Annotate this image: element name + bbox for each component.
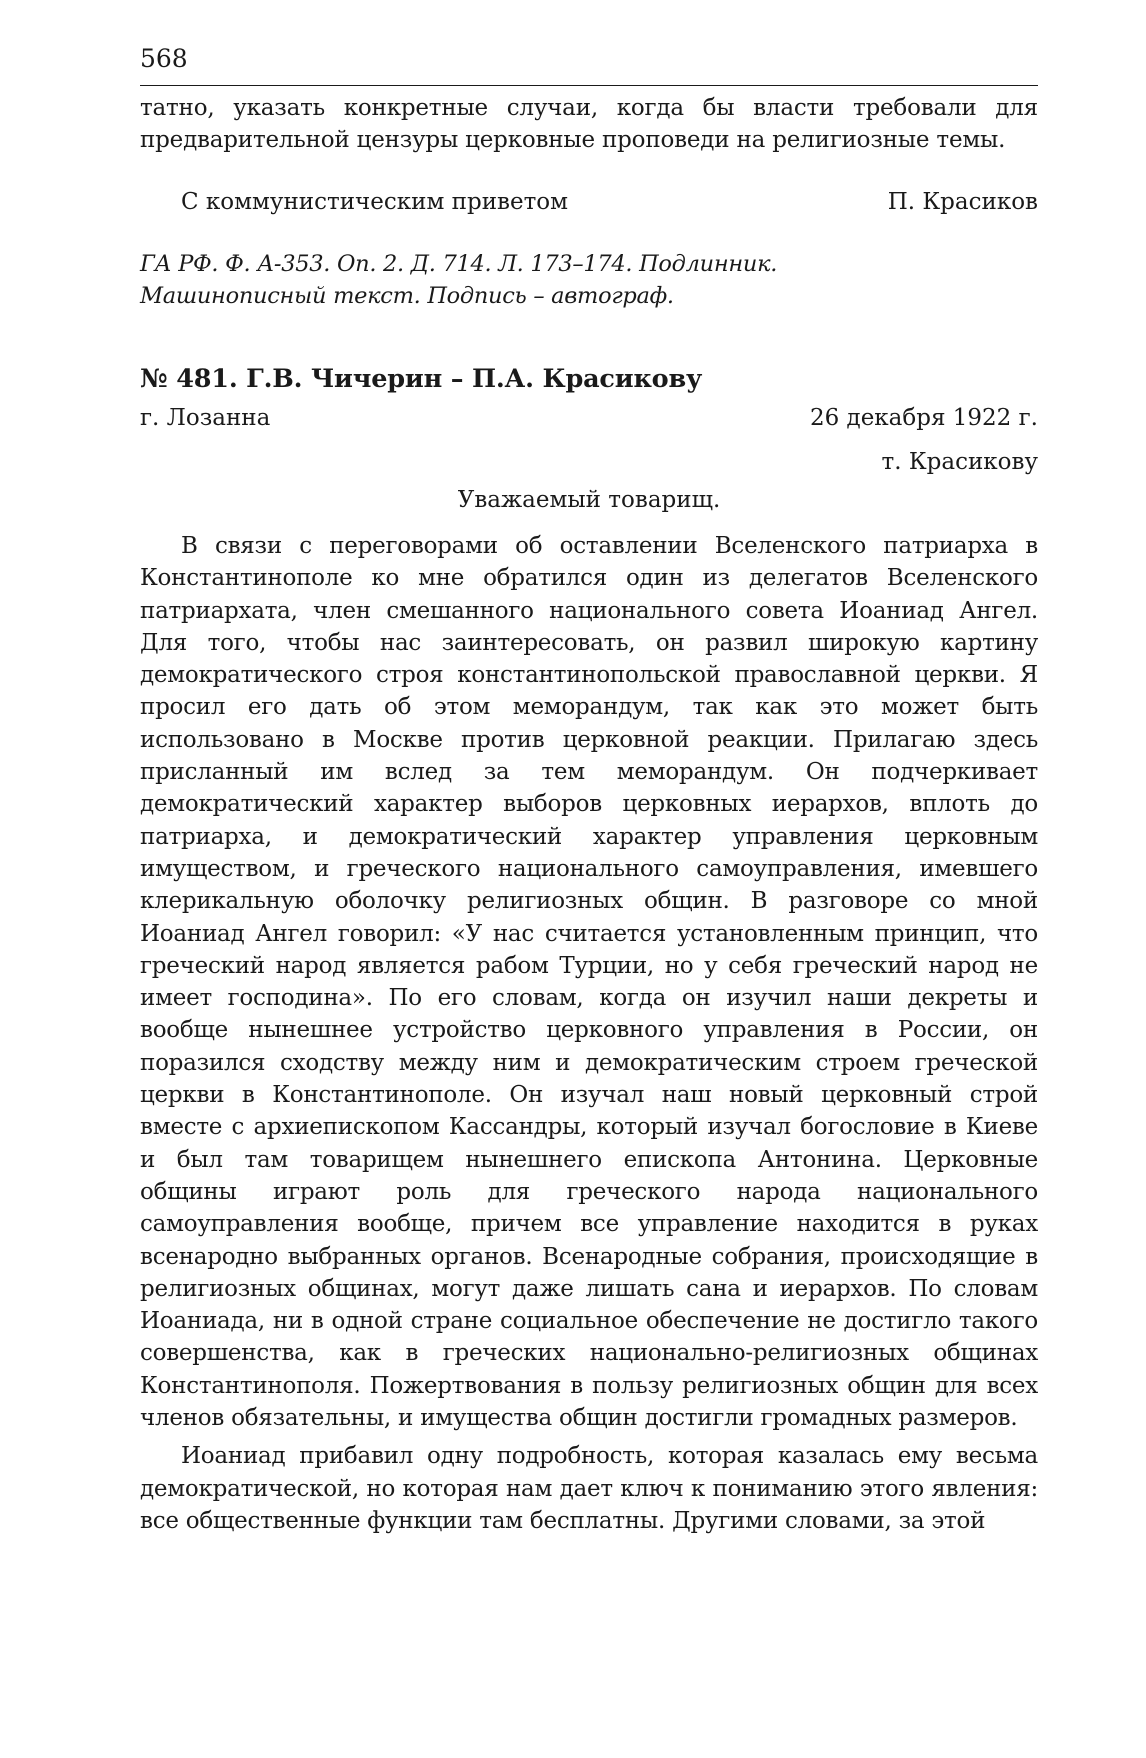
salutation: Уважаемый товарищ. [457,487,721,513]
signature-line [140,186,1038,218]
body-paragraph: Иоаниад прибавил одну подробность, которая казалась ему весьма демократической, но которая нам дает ключ к пониманию этого явления: все общественные функции там бесплатны. Другими словами, за этой [140,1443,1038,1534]
signer-name: П. Красиков [887,189,1038,215]
archive-reference-line: ГА РФ. Ф. А-353. Оп. 2. Д. 714. Л. 173–174. Подлинник. [140,251,778,277]
archive-reference-line: Машинописный текст. Подпись – автограф. [140,283,674,309]
addressee: т. Красикову [881,449,1038,475]
page-number: 568 [140,44,188,73]
closing-formula: С коммунистическим приветом [181,189,569,215]
book-page [140,44,1038,1537]
archive-reference [140,248,1038,312]
header-rule [140,85,1038,86]
continued-text: татно, указать конкретные случаи, когда бы власти требовали для предварительной цензуры церковные проповеди на религиозные темы. [140,95,1038,153]
document-heading: № 481. Г.В. Чичерин – П.А. Красикову [140,364,703,394]
document-date: 26 декабря 1922 г. [809,405,1038,431]
document-place: г. Лозанна [140,405,271,431]
place-date-line [140,402,1038,434]
body-paragraph: В связи с переговорами об оставлении Вселенского патриарха в Константинополе ко мне обратился один из делегатов Вселенского патриархата, член смешанного национального совета Иоаниад Ангел. Для того, чтобы нас заинтересовать, он развил широкую картину демократического строя константинопольской православной церкви. Я просил его дать об этом меморандум, так как это может быть использовано в Москве против церковной реакции. Прилагаю здесь присланный им вслед за тем меморандум. Он подчеркивает демократический характер выборов церковных иерархов, вплоть до патриарха, и демократический характер управления церковным имуществом, и греческого национального самоуправления, имевшего клерикальную оболочку религиозных общин. В разговоре со мной Иоаниад Ангел говорил: «У нас считается установленным принцип, что греческий народ является рабом Турции, но у себя греческий народ не имеет господина». По его словам, когда он изучил наши декреты и вообще нынешнее устройство церковного управления в России, он поразился сходству между ним и демократическим строем греческой церкви в Константинополе. Он изучал наш новый церковный строй вместе с архиепископом Кассандры, который изучал богословие в Киеве и был там товарищем нынешнего епископа Антонина. Церковные общины играют роль для греческого народа национального самоуправления вообще, причем все управление находится в руках всенародно выбранных органов. Всенародные собрания, происходящие в религиозных общинах, могут даже лишать сана и иерархов. По словам Иоаниада, ни в одной стране социальное обеспечение не достигло такого совершенства, как в греческих национально-религиозных общинах Константинополя. Пожертвования в пользу религиозных общин для всех членов обязательны, и имущества общин достигли громадных размеров. [140,533,1038,1432]
